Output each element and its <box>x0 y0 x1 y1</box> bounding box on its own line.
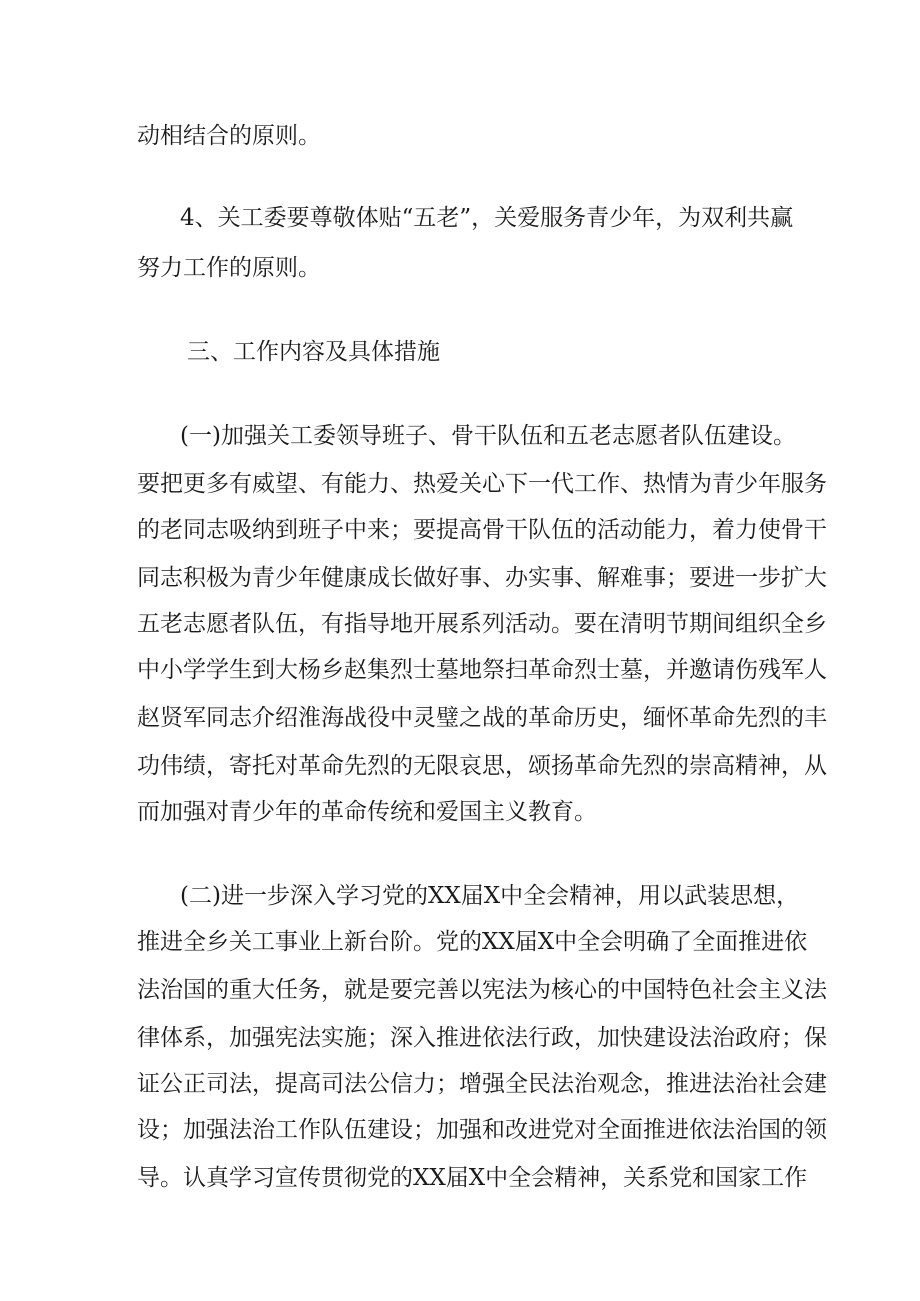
paragraph-item-4-line: 努力工作的原则。 <box>137 255 321 281</box>
paragraph-continuation-line: 动相结合的原则。 <box>137 123 321 149</box>
paragraph-1-line: 同志积极为青少年健康成长做好事、办实事、解难事；要进一步扩大 <box>137 565 827 591</box>
paragraph-1-line: 赵贤军同志介绍淮海战役中灵璧之战的革命历史，缅怀革命先烈的丰 <box>137 705 827 731</box>
paragraph-1-line: 功伟绩，寄托对革命先烈的无限哀思，颂扬革命先烈的崇高精神，从 <box>137 753 827 779</box>
paragraph-2-line: 证公正司法，提高司法公信力；增强全民法治观念，推进法治社会建 <box>137 1071 827 1097</box>
paragraph-2-line: (二)进一步深入学习党的XX届X中全会精神，用以武装思想， <box>180 883 800 909</box>
paragraph-1-line: 要把更多有威望、有能力、热爱关心下一代工作、热情为青少年服务 <box>137 471 827 497</box>
paragraph-2-line: 设；加强法治工作队伍建设；加强和改进党对全面推进依法治国的领 <box>137 1117 827 1143</box>
section-heading: 三、工作内容及具体措施 <box>187 339 440 365</box>
paragraph-1-line: 而加强对青少年的革命传统和爱国主义教育。 <box>137 799 597 825</box>
paragraph-1-line: 中小学学生到大杨乡赵集烈士墓地祭扫革命烈士墓，并邀请伤残军人 <box>137 657 827 683</box>
paragraph-2-line: 推进全乡关工事业上新台阶。党的XX届X中全会明确了全面推进依 <box>137 929 808 955</box>
paragraph-2-line: 律体系，加强宪法实施；深入推进依法行政，加快建设法治政府；保 <box>137 1025 827 1051</box>
paragraph-1-line: 的老同志吸纳到班子中来；要提高骨干队伍的活动能力，着力使骨干 <box>137 517 827 543</box>
paragraph-2-line: 导。认真学习宣传贯彻党的XX届X中全会精神，关系党和国家工作 <box>137 1165 808 1191</box>
paragraph-1-line: 五老志愿者队伍，有指导地开展系列活动。要在清明节期间组织全乡 <box>137 611 827 637</box>
paragraph-2-line: 法治国的重大任务，就是要完善以宪法为核心的中国特色社会主义法 <box>137 977 827 1003</box>
paragraph-1-line: (一)加强关工委领导班子、骨干队伍和五老志愿者队伍建设。 <box>180 423 796 449</box>
paragraph-item-4-line: 4、关工委要尊敬体贴“五老”，关爱服务青少年，为双利共赢 <box>180 205 794 231</box>
